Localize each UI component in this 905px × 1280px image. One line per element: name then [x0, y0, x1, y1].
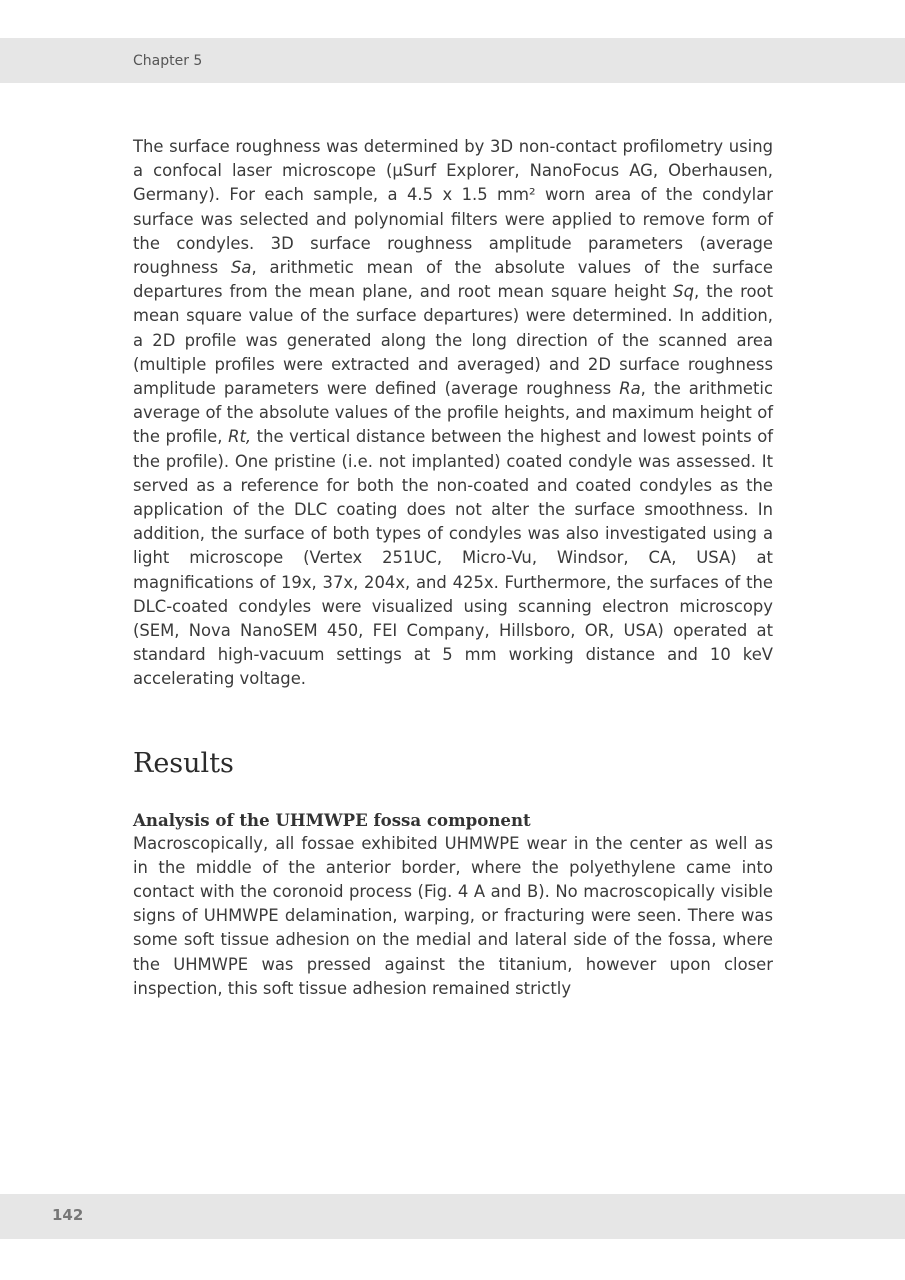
methods-text-1: The surface roughness was determined by 3D non-contact profilometry using a confocal laser microscope (µSurf Explorer, NanoFocus AG, Oberhausen, Germany). For each sample, a 4.5 x 1.5 mm² worn area of the condylar surface was selected and polynomial filters were applied to remove form of the condyles. 3D surface roughness amplitude parameters (average roughness: [133, 137, 773, 278]
rt-symbol: Rt,: [228, 427, 252, 447]
methods-text-3: , the root mean square value of the surface departures) were determined. In addition, a 2D profile was generated along the long direction of the scanned area (multiple profiles were extracted and averaged) and 2D surface roughness amplitude parameters were defined (average roughness: [133, 282, 773, 399]
methods-text-2: , arithmetic mean of the absolute values of the surface departures from the mean plane, and root mean square height: [133, 258, 773, 302]
running-footer: [0, 1194, 905, 1239]
fossa-subheading: Analysis of the UHMWPE fossa component: [133, 809, 531, 830]
methods-paragraph: [133, 135, 773, 692]
chapter-label: Chapter 5: [133, 53, 203, 69]
sa-symbol: Sa: [231, 258, 252, 278]
methods-text-5: the vertical distance between the highest and lowest points of the profile). One pristine (i.e. not implanted) coated condyle was assessed. It served as a reference for both the non-coated and coated condyles as the application of the DLC coating does not alter the surface smoothness. In addition, the surface of both types of condyles was also investigated using a light microscope (Vertex 251UC, Micro-Vu, Windsor, CA, USA) at magnifications of 19x, 37x, 204x, and 425x. Furthermore, the surfaces of the DLC-coated condyles were visualized using scanning electron microscopy (SEM, Nova NanoSEM 450, FEI Company, Hillsboro, OR, USA) operated at standard high-vacuum settings at 5 mm working distance and 10 keV accelerating voltage.: [133, 427, 773, 689]
results-heading: Results: [133, 747, 234, 779]
sq-symbol: Sq: [673, 282, 694, 302]
page-number: 142: [52, 1206, 84, 1224]
ra-symbol: Ra: [619, 379, 641, 399]
results-paragraph: Macroscopically, all fossae exhibited UHMWPE wear in the center as well as in the middle of the anterior border, where the polyethylene came into contact with the coronoid process (Fig. 4 A and B). No macroscopically visible signs of UHMWPE delamination, warping, or fracturing were seen. There was some soft tissue adhesion on the medial and lateral side of the fossa, where the UHMWPE was pressed against the titanium, however upon closer inspection, this soft tissue adhesion remained strictly: [133, 833, 773, 998]
page-body: [133, 135, 773, 1001]
methods-text-4: , the arithmetic average of the absolute values of the profile heights, and maximum height of the profile,: [133, 379, 773, 447]
